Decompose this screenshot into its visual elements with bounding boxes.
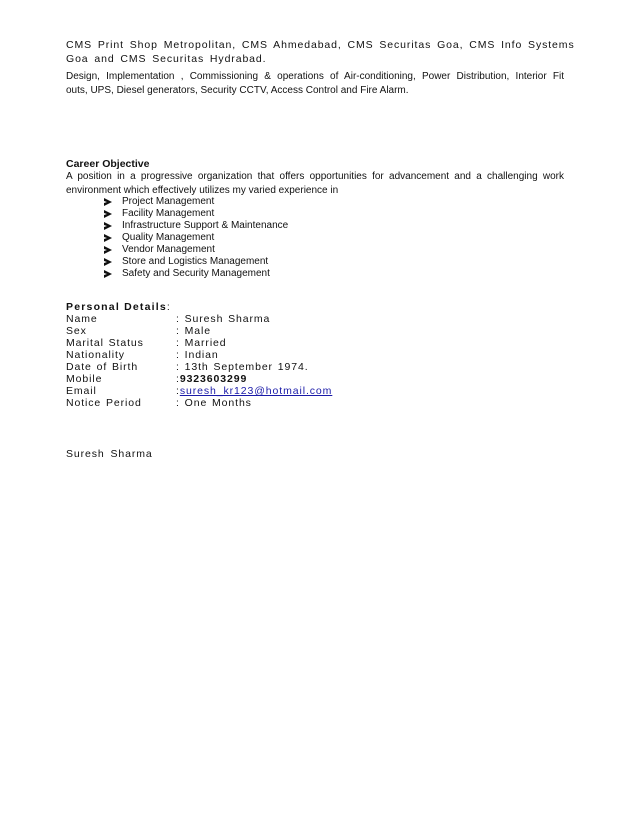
- detail-value: : Male: [176, 325, 211, 337]
- list-item-label: Project Management: [122, 196, 215, 207]
- detail-label: Nationality: [66, 349, 125, 361]
- arrow-bullet-icon: [104, 210, 112, 218]
- employers-paragraph: [66, 38, 575, 66]
- personal-details-heading: [66, 300, 564, 314]
- detail-row-mobile: [66, 373, 332, 385]
- signature-name: Suresh Sharma: [66, 448, 153, 460]
- detail-value: : Indian: [176, 349, 219, 361]
- list-item-label: Quality Management: [122, 232, 215, 243]
- career-objective-line-2: environment which effectively utilizes my varied experience in: [66, 185, 339, 196]
- list-item-label: Infrastructure Support & Maintenance: [122, 220, 289, 231]
- scope-line-1: Design, Implementation , Commissioning & operations of Air-conditioning, Power Distribution, Interior Fit: [66, 71, 564, 82]
- detail-label: Sex: [66, 325, 87, 337]
- detail-row-marital-status: [66, 337, 332, 349]
- detail-value: : Married: [176, 337, 227, 349]
- career-objective-text: [66, 170, 564, 198]
- list-item: [104, 196, 288, 208]
- arrow-bullet-icon: [104, 234, 112, 242]
- list-item: [104, 268, 288, 280]
- scope-paragraph: [66, 70, 564, 98]
- arrow-bullet-icon: [104, 258, 112, 266]
- detail-row-name: [66, 313, 332, 325]
- detail-label: Name: [66, 313, 98, 325]
- detail-value-prefix: :: [176, 373, 180, 385]
- mobile-number: 9323603299: [179, 373, 248, 385]
- list-item-label: Vendor Management: [122, 244, 215, 255]
- detail-label: Email: [66, 385, 97, 397]
- email-link[interactable]: suresh_kr123@hotmail.com: [179, 385, 333, 397]
- arrow-bullet-icon: [104, 246, 112, 254]
- detail-row-sex: [66, 325, 332, 337]
- detail-value-prefix: :: [176, 385, 180, 397]
- list-item-label: Facility Management: [122, 208, 215, 219]
- arrow-bullet-icon: [104, 198, 112, 206]
- list-item-label: Safety and Security Management: [122, 268, 270, 279]
- detail-value: : 13th September 1974.: [176, 361, 309, 373]
- employers-line-2: Goa and CMS Securitas Hydrabad.: [66, 53, 267, 65]
- career-objective-line-1: A position in a progressive organization that offers opportunities for advancement and a challenging work: [66, 171, 564, 182]
- detail-row-email: [66, 385, 332, 397]
- list-item: [104, 244, 288, 256]
- list-item: [104, 256, 288, 268]
- arrow-bullet-icon: [104, 270, 112, 278]
- scope-line-2: outs, UPS, Diesel generators, Security CCTV, Access Control and Fire Alarm.: [66, 85, 409, 96]
- detail-label: Date of Birth: [66, 361, 139, 373]
- detail-label: Mobile: [66, 373, 103, 385]
- arrow-bullet-icon: [104, 222, 112, 230]
- detail-label: Marital Status: [66, 337, 144, 349]
- detail-row-nationality: [66, 349, 332, 361]
- list-item: [104, 208, 288, 220]
- personal-details-heading-colon: :: [166, 301, 172, 313]
- personal-details-table: [66, 313, 332, 409]
- list-item: [104, 220, 288, 232]
- detail-row-date-of-birth: [66, 361, 332, 373]
- detail-value: : Suresh Sharma: [176, 313, 271, 325]
- detail-value: : One Months: [176, 397, 252, 409]
- list-item-label: Store and Logistics Management: [122, 256, 269, 267]
- list-item: [104, 232, 288, 244]
- detail-label: Notice Period: [66, 397, 142, 409]
- personal-details-heading-text: Personal Details: [66, 301, 167, 313]
- detail-row-notice-period: [66, 397, 332, 409]
- experience-list: [104, 196, 288, 280]
- career-objective-heading: Career Objective: [66, 158, 150, 170]
- employers-line-1: CMS Print Shop Metropolitan, CMS Ahmedabad, CMS Securitas Goa, CMS Info Systems: [66, 39, 575, 51]
